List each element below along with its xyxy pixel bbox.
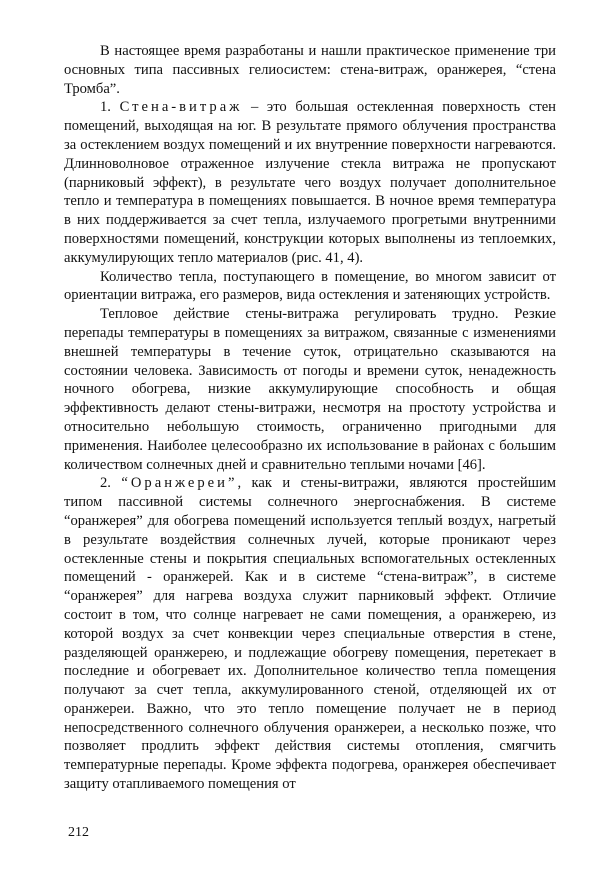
paragraph-thermal-action: Тепловое действие стены-витража регулировать трудно. Резкие перепады температуры в помещениях за витражом, связанные с изменениями внешней температуры в течение суток, отрицательно сказываются на состоянии человека. Зависимость от погоды и времени суток, ненадежность ночного обогрева, низкие аккумулирующие способность и общая эффективность делают стены-витражи, несмотря на простоту устройства и относительно небольшую стоимость, ограниченно пригодными для применения. Наиболее целесообразно их использование в районах с большим количеством солнечных дней и сравнительно теплыми ночами [46]. xyxy=(64,306,556,473)
item-number: 2. xyxy=(100,475,111,492)
definition-text: , как и стены-витражи, являются простейшим типом пассивной системы солнечного энергоснабжения. В системе “оранжерея” для обогрева помещений используется теплый воздух, нагретый в результате воздействия солнечных лучей, которые проникают через остекленные стены и покрытия специальных вспомогательных остекленных помещений - оранжерей. Как и в системе “стена-витраж”, в системе “оранжерея” для нагрева воздуха служит парниковый эффект. Отличие состоит в том, что солнце нагревает не сами помещения, а оранжерею, из которой воздух за счет конвекции через специальные отверстия в стене, разделяющей оранжерею, и подлежащие обогреву помещения, перетекает в последние и обогревает их. Дополнительное количество тепла помещения получают за счет тепла, аккумулированного стеной, отделяющей их от оранжереи. Важно, что это тепло помещение получает не в период непосредственного солнечного облучения оранжереи, а несколько позже, что позволяет продлить эффект действия системы отопления, смягчить температурные перепады. Кроме эффекта подогрева, оранжерея обеспечивает защиту отапливаемого помещения от xyxy=(64,475,556,793)
term-oranzherei: “Оранжереи” xyxy=(121,475,238,492)
term-stena-vitrazh: Стена-витраж xyxy=(119,99,243,116)
paragraph-intro: В настоящее время разработаны и нашли практическое применение три основных типа пассивных гелиосистем: стена-витраж, оранжерея, “стена Тромба”. xyxy=(64,43,556,97)
page-body xyxy=(64,42,556,794)
paragraph-heat-amount: Количество тепла, поступающего в помещение, во многом зависит от ориентации витража, его размеров, вида остекления и затеняющих устройств. xyxy=(64,268,556,304)
item-number: 1. xyxy=(100,99,111,116)
paragraph-stena-vitrazh xyxy=(64,98,556,267)
page-number: 212 xyxy=(68,825,89,840)
paragraph-oranzherei xyxy=(64,474,556,794)
definition-text: – это большая остекленная поверхность стен помещений, выходящая на юг. В результате прямого облучения пространства за остеклением воздух помещений и их внутренние поверхности нагреваются. Длинноволновое отраженное излучение стекла витража не пропускают (парниковый эффект), в результате чего воздух получает дополнительное тепло и температура в помещениях повышается. В ночное время температура в них поддерживается за счет тепла, излучаемого прогретыми внутренними поверхностями помещений, конструкции которых выполнены из теплоемких, аккумулирующих тепло материалов (рис. 41, 4). xyxy=(64,99,556,266)
